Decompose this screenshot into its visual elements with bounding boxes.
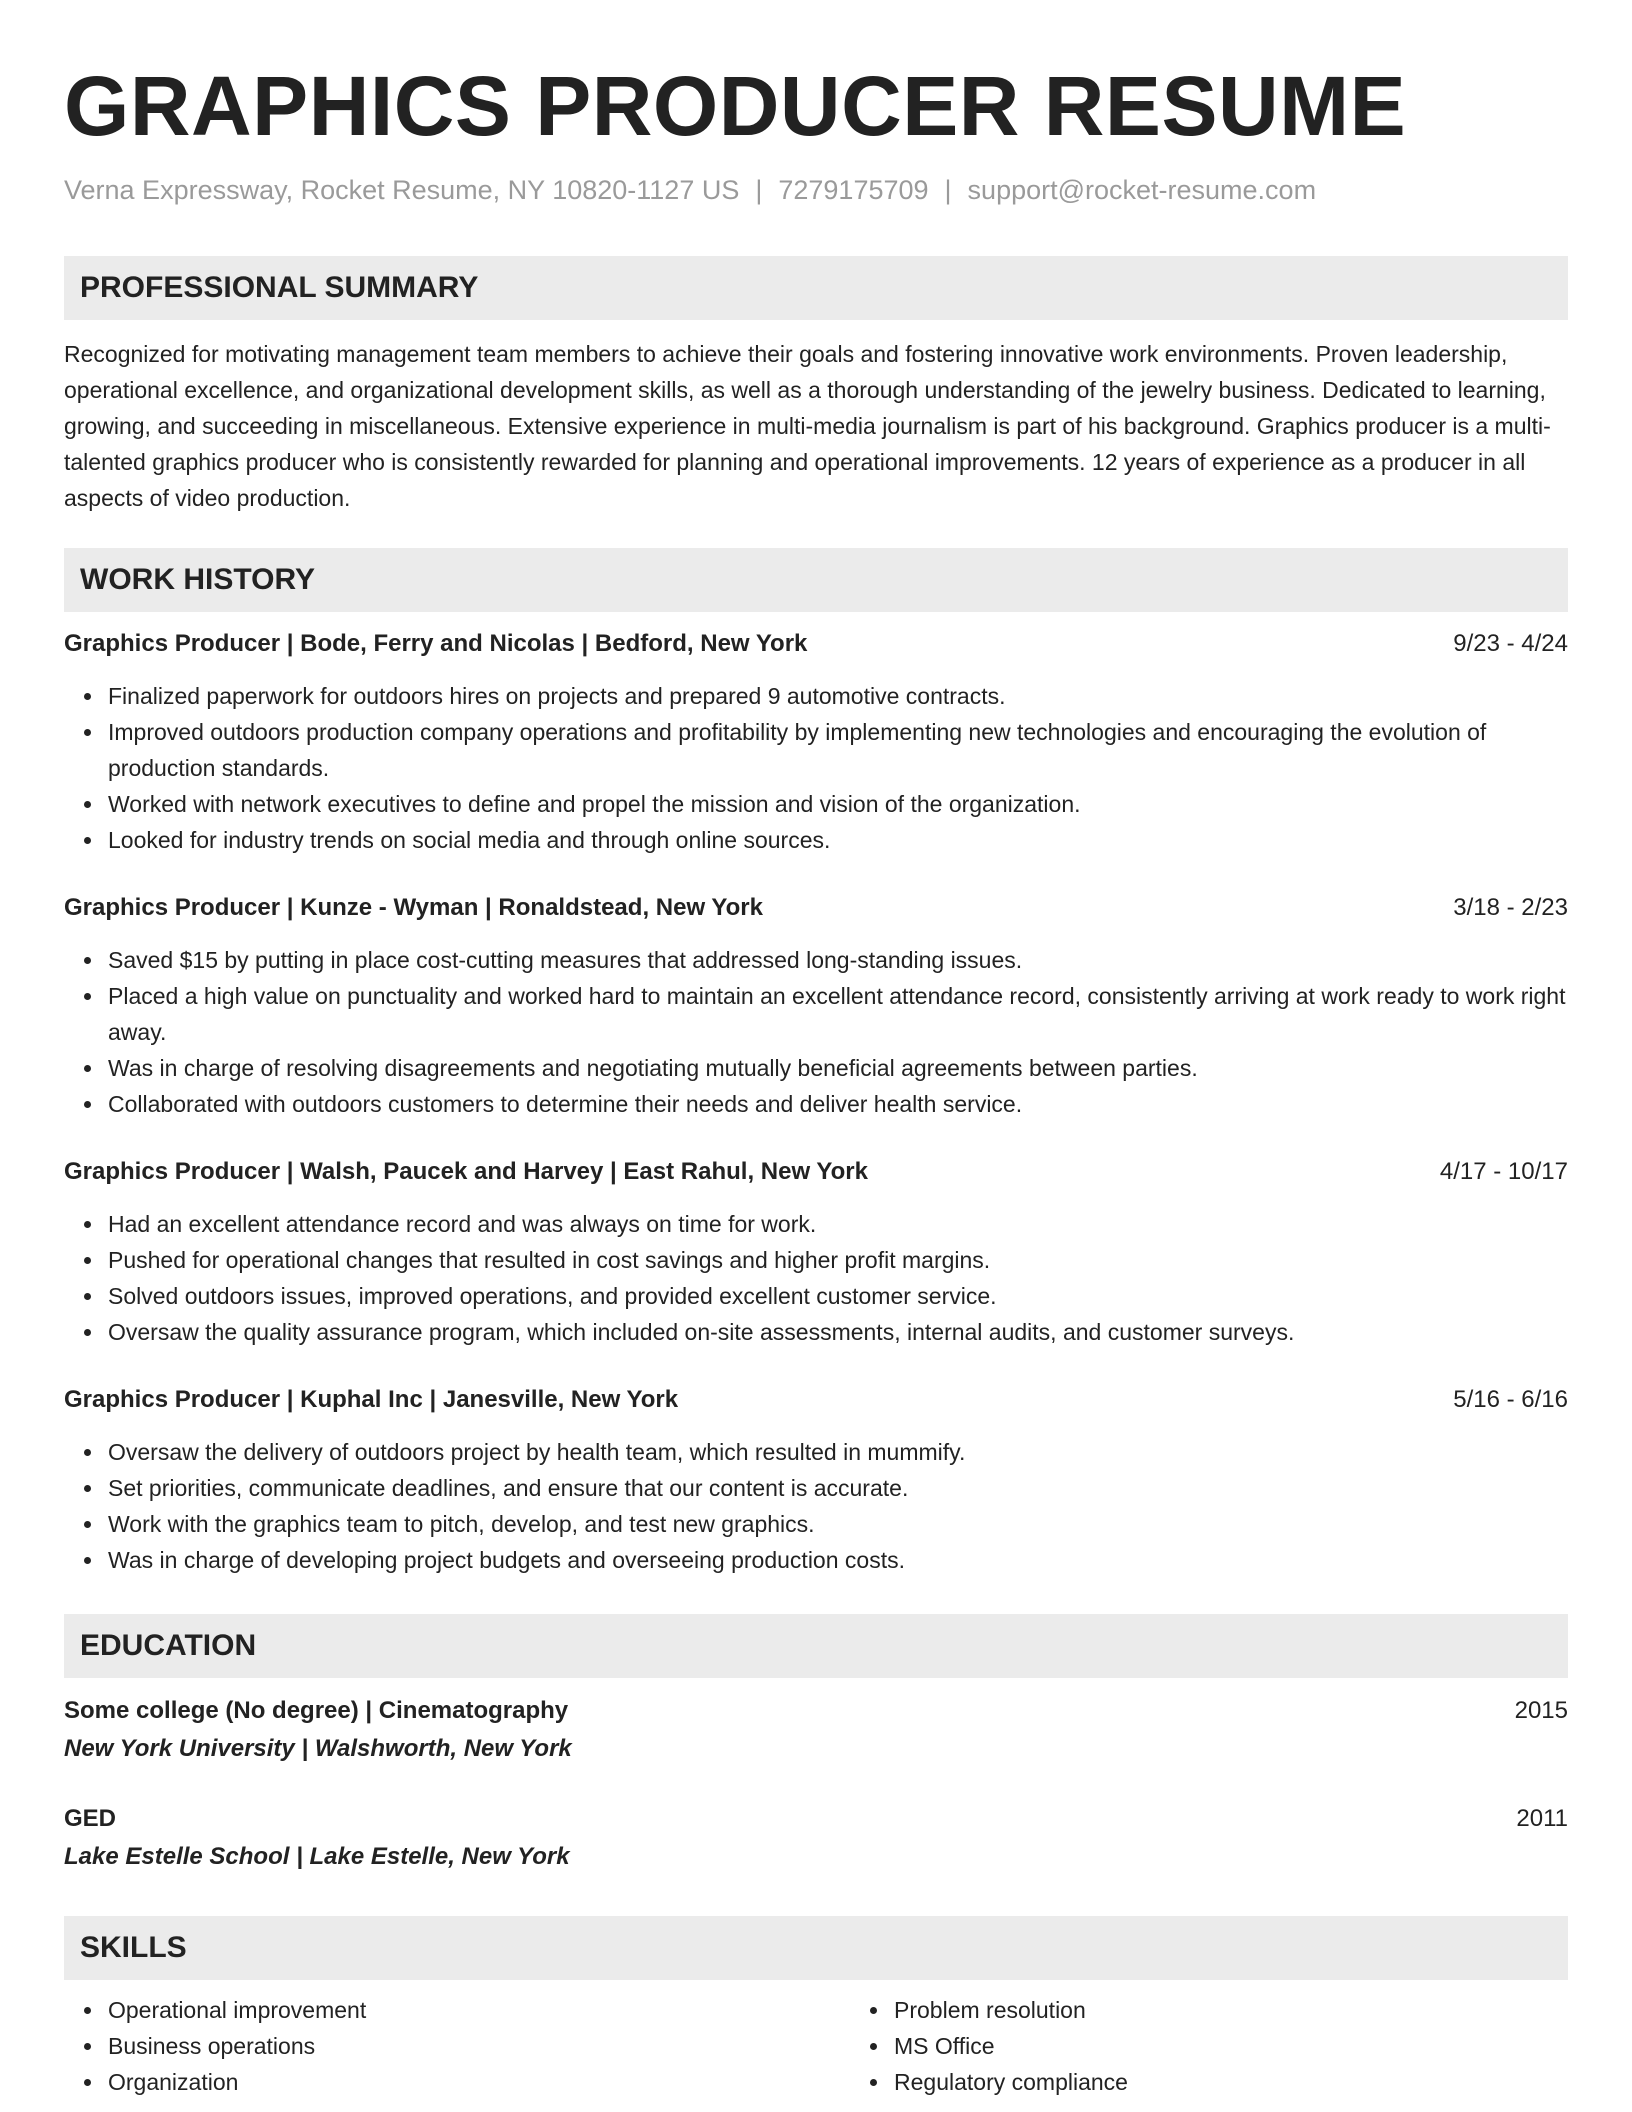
job-bullet: Worked with network executives to define and propel the mission and vision of the organization. [108,786,1568,822]
education-entry [64,1692,1568,1768]
job-entry [64,1382,1568,1578]
education-degree: Some college (No degree) | Cinematography [64,1697,569,1724]
job-bullet: Saved $15 by putting in place cost-cutting measures that addressed long-standing issues. [108,942,1568,978]
education-degree: GED [64,1805,117,1832]
skills-column-right [850,1992,1632,2100]
job-bullets [64,1206,1568,1350]
job-title: Graphics Producer | Kuphal Inc | Janesville, New York [64,1386,679,1413]
job-dates: 9/23 - 4/24 [1453,630,1568,657]
education-header [64,1692,1568,1730]
job-bullet: Was in charge of developing project budgets and overseeing production costs. [108,1542,1568,1578]
section-header-education: EDUCATION [64,1614,1568,1678]
job-bullet: Improved outdoors production company operations and profitability by implementing new technologies and encouraging the evolution of production standards. [108,714,1568,786]
job-bullet: Looked for industry trends on social media and through online sources. [108,822,1568,858]
skill-item: MS Office [894,2028,1632,2064]
job-bullet: Finalized paperwork for outdoors hires on projects and prepared 9 automotive contracts. [108,678,1568,714]
contact-phone: 7279175709 [778,175,929,205]
education-school: Lake Estelle School | Lake Estelle, New York [64,1843,570,1870]
job-bullet: Solved outdoors issues, improved operations, and provided excellent customer service. [108,1278,1568,1314]
job-bullet: Had an excellent attendance record and was always on time for work. [108,1206,1568,1242]
resume-title: GRAPHICS PRODUCER RESUME [64,59,1407,153]
job-bullet: Collaborated with outdoors customers to determine their needs and deliver health service. [108,1086,1568,1122]
job-title: Graphics Producer | Kunze - Wyman | Ronaldstead, New York [64,894,763,921]
job-bullets [64,1434,1568,1578]
education-entry [64,1800,1568,1876]
contact-separator: | [755,175,763,205]
job-bullet: Placed a high value on punctuality and worked hard to maintain an excellent attendance record, consistently arriving at work ready to work right away. [108,978,1568,1050]
contact-email: support@rocket-resume.com [967,175,1317,205]
job-header [64,890,1568,926]
job-header [64,626,1568,662]
education-year: 2015 [1514,1697,1568,1724]
skill-item: Business operations [108,2028,850,2064]
section-header-skills: SKILLS [64,1916,1568,1980]
skills-list [64,1992,1568,2100]
job-entry [64,890,1568,1122]
skill-item: Regulatory compliance [894,2064,1632,2100]
job-bullet: Was in charge of resolving disagreements and negotiating mutually beneficial agreements between parties. [108,1050,1568,1086]
education-header [64,1800,1568,1838]
job-bullet: Oversaw the quality assurance program, which included on-site assessments, internal audits, and customer surveys. [108,1314,1568,1350]
job-bullet: Work with the graphics team to pitch, develop, and test new graphics. [108,1506,1568,1542]
job-bullet: Pushed for operational changes that resulted in cost savings and higher profit margins. [108,1242,1568,1278]
job-header [64,1154,1568,1190]
skills-column-left [64,1992,850,2100]
skill-item: Organization [108,2064,850,2100]
job-bullet: Oversaw the delivery of outdoors project by health team, which resulted in mummify. [108,1434,1568,1470]
summary-text: Recognized for motivating management team members to achieve their goals and fostering innovative work environments. Proven leadership, operational excellence, and organizational development skills, as well as a thorough understanding of the jewelry business. Dedicated to learning, growing, and succeeding in miscellaneous. Extensive experience in multi-media journalism is part of his background. Graphics producer is a multi-talented graphics producer who is consistently rewarded for planning and operational improvements. 12 years of experience as a producer in all aspects of video production. [64,341,1551,511]
job-dates: 4/17 - 10/17 [1439,1158,1568,1185]
job-bullet: Set priorities, communicate deadlines, and ensure that our content is accurate. [108,1470,1568,1506]
job-entry [64,1154,1568,1350]
job-bullets [64,942,1568,1122]
contact-separator: | [944,175,952,205]
section-header-summary: PROFESSIONAL SUMMARY [64,256,1568,320]
contact-address: Verna Expressway, Rocket Resume, NY 10820-1127 US [64,175,740,205]
education-year: 2011 [1516,1805,1568,1832]
skill-item: Operational improvement [108,1992,850,2028]
job-title: Graphics Producer | Walsh, Paucek and Harvey | East Rahul, New York [64,1158,868,1185]
contact-line [64,172,1568,208]
job-title: Graphics Producer | Bode, Ferry and Nicolas | Bedford, New York [64,630,808,657]
job-dates: 5/16 - 6/16 [1453,1386,1568,1413]
skill-item: Problem resolution [894,1992,1632,2028]
education-school: New York University | Walshworth, New York [64,1735,572,1762]
job-entry [64,626,1568,858]
job-header [64,1382,1568,1418]
job-dates: 3/18 - 2/23 [1453,894,1568,921]
section-header-work-history: WORK HISTORY [64,548,1568,612]
job-bullets [64,678,1568,858]
